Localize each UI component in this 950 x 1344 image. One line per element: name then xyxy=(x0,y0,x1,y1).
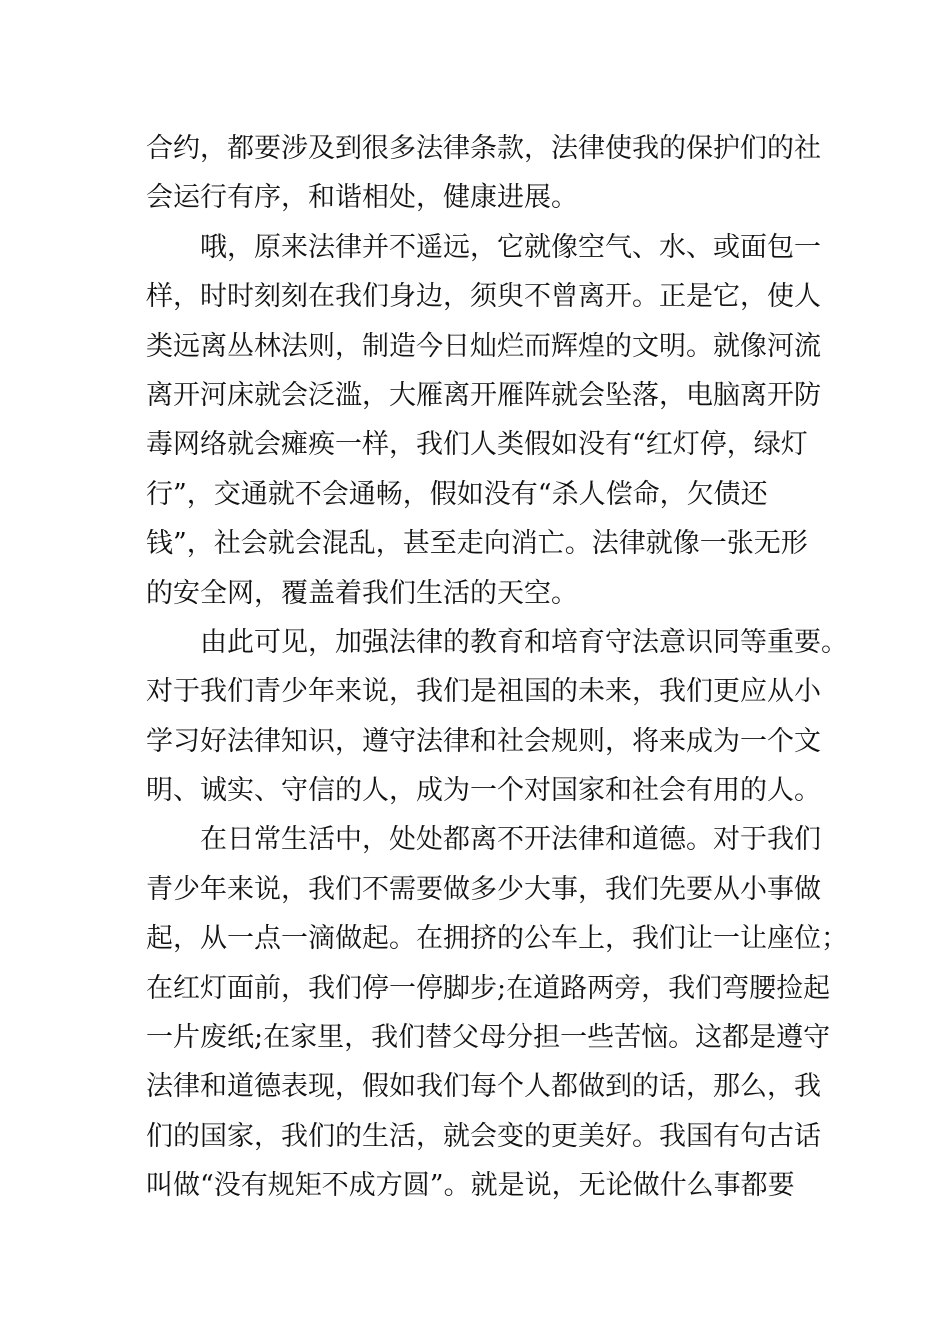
text-line: 类远离丛林法则，制造今日灿烂而辉煌的文明。就像河流 xyxy=(146,330,821,362)
text-line: 明、诚实、守信的人，成为一个对国家和社会有用的人。 xyxy=(146,775,821,807)
text-line: 会运行有序，和谐相处，健康进展。 xyxy=(146,182,578,214)
text-line: 对于我们青少年来说，我们是祖国的未来，我们更应从小 xyxy=(146,676,821,708)
text-line: 一片废纸;在家里，我们替父母分担一些苦恼。这都是遵守 xyxy=(146,1022,831,1054)
text-line: 在红灯面前，我们停一停脚步;在道路两旁，我们弯腰捡起 xyxy=(146,972,831,1004)
text-line: 青少年来说，我们不需要做多少大事，我们先要从小事做 xyxy=(146,873,821,905)
paragraph-first-line: 哦，原来法律并不遥远，它就像空气、水、或面包一 xyxy=(200,231,821,263)
text-line: 样，时时刻刻在我们身边，须臾不曾离开。正是它，使人 xyxy=(146,281,821,313)
text-line: 法律和道德表现，假如我们每个人都做到的话，那么，我 xyxy=(146,1071,821,1103)
text-line: 毒网络就会瘫痪一样，我们人类假如没有“红灯停，绿灯 xyxy=(146,429,808,461)
text-line: 起，从一点一滴做起。在拥挤的公车上，我们让一让座位； xyxy=(146,923,848,955)
text-line: 钱”，社会就会混乱，甚至走向消亡。法律就像一张无形 xyxy=(146,528,808,560)
text-line: 离开河床就会泛滥，大雁离开雁阵就会坠落，电脑离开防 xyxy=(146,379,821,411)
document-body xyxy=(146,124,866,1211)
paragraph-first-line: 由此可见，加强法律的教育和培育守法意识同等重要。 xyxy=(200,626,848,658)
text-line: 叫做“没有规矩不成方圆”。就是说，无论做什么事都要 xyxy=(146,1170,795,1202)
text-line: 的安全网，覆盖着我们生活的天空。 xyxy=(146,577,578,609)
paragraph-first-line: 在日常生活中，处处都离不开法律和道德。对于我们 xyxy=(200,824,821,856)
text-line: 们的国家，我们的生活，就会变的更美好。我国有句古话 xyxy=(146,1120,821,1152)
text-line: 学习好法律知识，遵守法律和社会规则，将来成为一个文 xyxy=(146,725,821,757)
text-line: 合约，都要涉及到很多法律条款，法律使我的保护们的社 xyxy=(146,133,821,164)
text-line: 行”，交通就不会通畅，假如没有“杀人偿命，欠债还 xyxy=(146,478,768,510)
